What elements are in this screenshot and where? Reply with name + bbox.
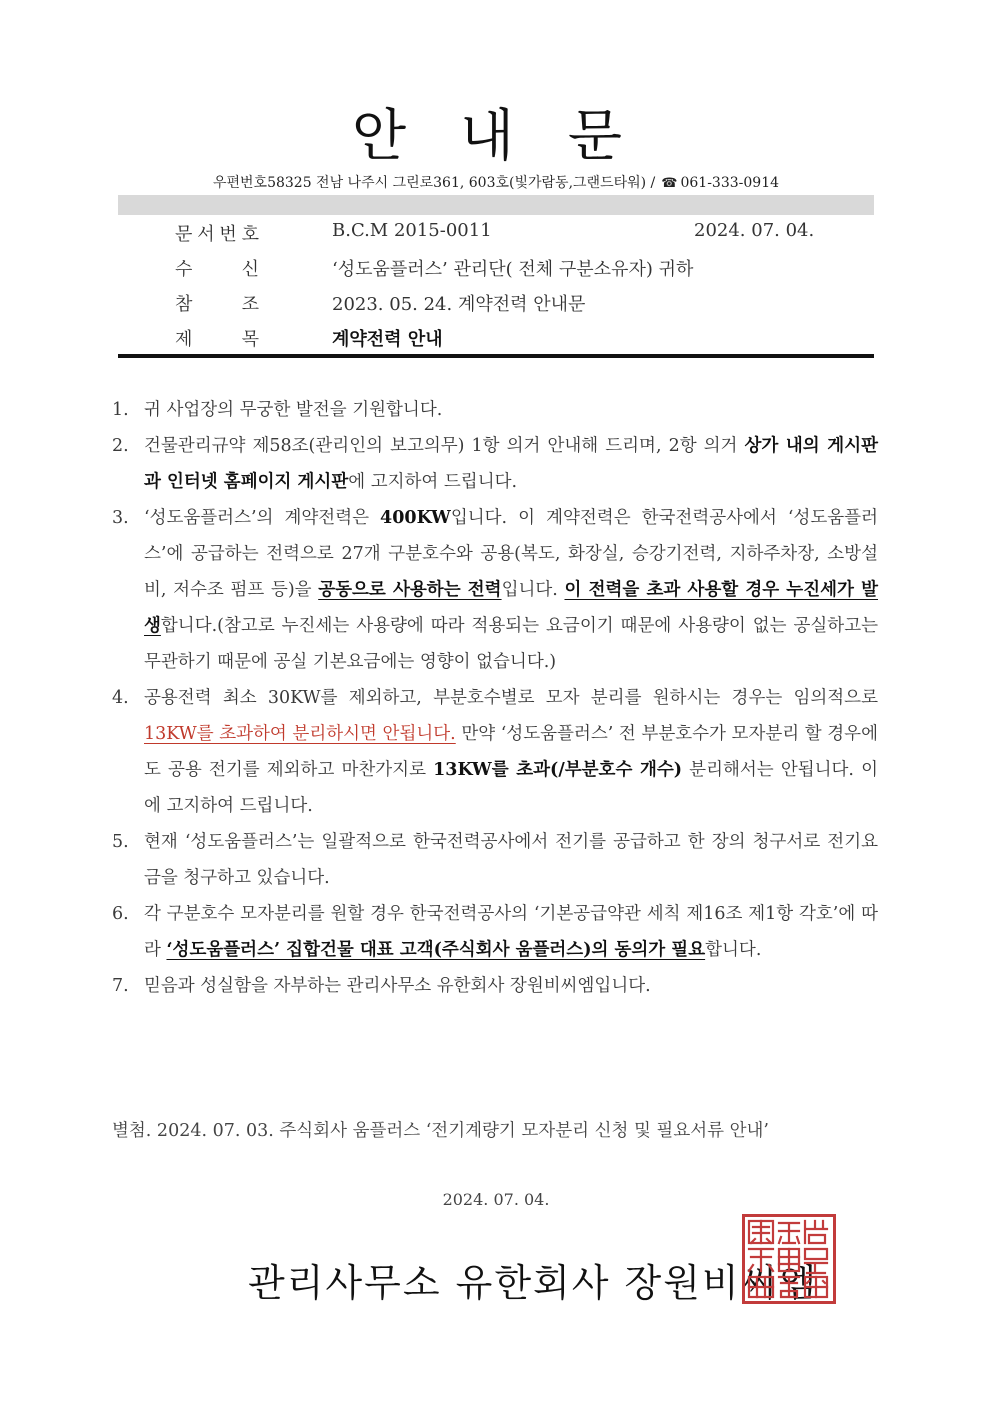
list-item [112,824,878,896]
attachment-note: 별첨. 2024. 07. 03. 주식회사 움플러스 ‘전기계량기 모자분리 신청 및 필요서류 안내’ [112,1121,769,1141]
emphasis-text: 상가 내의 게시판과 인터넷 홈페이지 게시판 [144,436,879,492]
emphasis-text: 이 전력을 초과 사용할 경우 누진세가 발생 [144,580,878,636]
item-number: 6. [112,904,129,924]
item-text: 믿음과 성실함을 자부하는 관리사무소 유한회사 장원비씨엠입니다. [144,976,651,996]
item-number: 7. [112,976,129,996]
subject: 계약전력 안내 [332,329,443,350]
notice-items [112,392,878,1004]
header-bar [118,195,874,215]
reference-label: 참 조 [175,294,259,315]
item-text: 건물관리규약 제58조(관리인의 보고의무) 1항 의거 안내해 드리며, 2항 의거 상가 내의 게시판과 인터넷 홈페이지 게시판에 고지하여 드립니다. [144,436,879,492]
emphasis-text: ‘성도움플러스’ 집합건물 대표 고객(주식회사 움플러스)의 동의가 필요 [166,940,706,960]
list-item [112,896,878,968]
header-divider [118,354,874,358]
item-number: 4. [112,688,129,708]
emphasis-text: 400KW [380,508,451,528]
sender-name: 관리사무소 유한회사 장원비씨엠 [248,1261,819,1305]
address-text: 우편번호58325 전남 나주시 그린로361, 603호(빛가람동,그랜드타워) / [212,175,656,191]
list-item [112,392,878,428]
item-text: 각 구분호수 모자분리를 원할 경우 한국전력공사의 ‘기본공급약관 세칙 제16조 제1항 각호’에 따라 ‘성도움플러스’ 집합건물 대표 고객(주식회사 움플러스)의 동의가 필요합니다. [144,904,878,960]
telephone-icon: ☎ [661,176,678,191]
item-number: 3. [112,508,129,528]
item-text: 현재 ‘성도움플러스’는 일괄적으로 한국전력공사에서 전기를 공급하고 한 장의 청구서로 전기요금을 청구하고 있습니다. [144,832,878,888]
list-item [112,428,878,500]
item-text: 공용전력 최소 30KW를 제외하고, 부분호수별로 모자 분리를 원하시는 경우는 임의적으로 13KW를 초과하여 분리하시면 안됩니다. 만약 ‘성도움플러스’ 전 부분호수가 모자분리 할 경우에도 공용 전기를 제외하고 마찬가지로 13KW를 초과(/부분호수 개수) 분리해서는 안됩니다. 이에 고지하여 드립니다. [144,688,879,816]
reference: 2023. 05. 24. 계약전력 안내문 [332,294,586,315]
sender-address [0,172,992,192]
emphasis-text: 공동으로 사용하는 전력 [318,580,502,600]
recipient: ‘성도움플러스’ 관리단( 전체 구분소유자) 귀하 [332,259,694,280]
warning-text: 13KW를 초과하여 분리하시면 안됩니다. [144,724,456,744]
emphasis-text: 13KW를 초과(/부분호수 개수) [433,760,683,780]
recipient-label: 수 신 [175,259,259,280]
page-title: 안 내 문 [352,104,640,169]
item-text: 귀 사업장의 무궁한 발전을 기원합니다. [144,400,443,420]
doc-number-label: 문 서 번 호 [175,224,259,245]
list-item [112,968,878,1004]
list-item [112,500,878,680]
subject-label: 제 목 [175,329,259,350]
item-number: 5. [112,832,129,852]
doc-date: 2024. 07. 04. [694,220,815,241]
footer-date: 2024. 07. 04. [442,1190,550,1209]
company-seal-icon [742,1214,836,1304]
doc-number: B.C.M 2015-0011 [332,220,492,241]
item-number: 2. [112,436,129,456]
list-item [112,680,878,824]
item-text: ‘성도움플러스’의 계약전력은 400KW입니다. 이 계약전력은 한국전력공사에서 ‘성도움플러스’에 공급하는 전력으로 27개 구분호수와 공용(복도, 화장실, 승강기전력, 지하주차장, 소방설비, 저수조 펌프 등)을 공동으로 사용하는 전력입니다. 이 전력을 초과 사용할 경우 누진세가 발생합니다.(참고로 누진세는 사용량에 따라 적용되는 요금이기 때문에 사용량이 없는 공실하고는 무관하기 때문에 공실 기본요금에는 영향이 없습니다.) [144,508,878,672]
item-number: 1. [112,400,129,420]
phone-number: 061-333-0914 [680,175,780,191]
